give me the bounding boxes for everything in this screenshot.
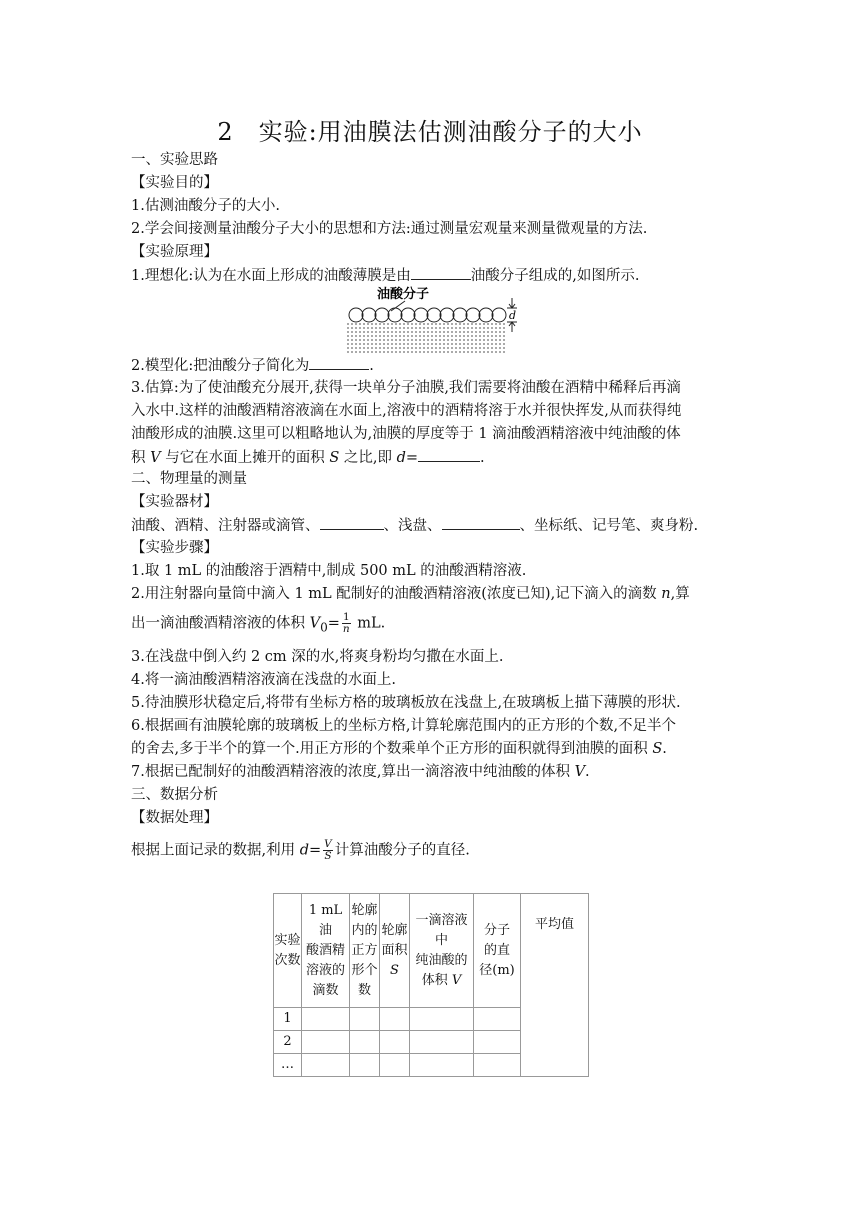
step-5: 5.待油膜形状稳定后,将带有坐标方格的玻璃板放在浅盘上,在玻璃板上描下薄膜的形状. xyxy=(131,695,681,711)
molecule-row xyxy=(349,308,506,322)
water-surface xyxy=(347,324,505,352)
answer-blank xyxy=(320,515,384,530)
fraction-1-over-n: $\frac{1}{n}$ xyxy=(342,611,350,635)
fraction-v-over-s: $\frac{V}{S}$ xyxy=(324,838,332,862)
section-1-heading: 一、实验思路 xyxy=(131,152,218,168)
header-square-count: 轮廓 内的 正方 形个 数 xyxy=(350,894,380,1008)
header-area: 轮廓 面积 S xyxy=(380,894,410,1008)
step-2-line-1: 2.用注射器向量筒中滴入 1 mL 配制好的油酸酒精溶液(浓度已知),记下滴入的滴数 n,算 xyxy=(131,586,690,602)
header-drop-count: 1 mL 油 酸酒精 溶液的 滴数 xyxy=(302,894,350,1008)
answer-blank xyxy=(411,265,471,280)
principle-2: 2.模型化:把油酸分子简化为 . xyxy=(131,355,374,376)
equipment-list: 油酸、酒精、注射器或滴管、 、浅盘、 、坐标纸、记号笔、爽身粉. xyxy=(131,515,698,536)
principle-1: 1.理想化:认为在水面上形成的油酸薄膜是由 油酸分子组成的,如图所示. xyxy=(131,265,639,286)
table-row: 1 xyxy=(274,1008,589,1031)
steps-heading: 【实验步骤】 xyxy=(131,540,218,556)
label-pointer xyxy=(391,301,405,311)
principle-3-line-3: 油酸形成的油膜.这里可以粗略地认为,油膜的厚度等于 1 滴油酸酒精溶液中纯油酸的体 xyxy=(131,426,681,442)
step-6-line-1: 6.根据画有油膜轮廓的玻璃板上的坐标方格,计算轮廓范围内的正方形的个数,不足半个 xyxy=(131,718,677,734)
principle-3-line-2: 入水中.这样的油酸酒精溶液滴在水面上,溶液中的酒精将溶于水并很快挥发,从而获得纯 xyxy=(131,403,682,419)
principle-3-line-1: 3.估算:为了使油酸充分展开,获得一块单分子油膜,我们需要将油酸在酒精中稀释后再滴 xyxy=(131,380,681,396)
principle-3-line-4: 积 V 与它在水面上摊开的面积 S 之比,即 d= . xyxy=(131,447,485,468)
table-row: 2 xyxy=(274,1031,589,1054)
page-title: 2 实验:用油膜法估测油酸分子的大小 xyxy=(217,118,643,146)
header-average: 平均值 xyxy=(521,894,589,1077)
data-table xyxy=(273,893,589,1077)
step-1: 1.取 1 mL 的油酸溶于酒精中,制成 500 mL 的油酸酒精溶液. xyxy=(131,563,527,579)
answer-blank xyxy=(309,355,369,370)
answer-blank xyxy=(442,515,520,530)
header-trial-number: 实验 次数 xyxy=(274,894,302,1008)
thickness-label: d xyxy=(509,309,517,322)
section-2-heading: 二、物理量的测量 xyxy=(131,471,247,487)
processing-text: 根据上面记录的数据,利用 d= $\frac{V}{S}$ 计算油酸分子的直径. xyxy=(131,838,470,862)
processing-heading: 【数据处理】 xyxy=(131,810,218,826)
purpose-heading: 【实验目的】 xyxy=(131,175,218,191)
purpose-item-2: 2.学会间接测量油酸分子大小的思想和方法:通过测量宏观量来测量微观量的方法. xyxy=(131,221,648,237)
step-3: 3.在浅盘中倒入约 2 cm 深的水,将爽身粉均匀撒在水面上. xyxy=(131,649,504,665)
table-header-row xyxy=(274,894,589,1008)
header-diameter: 分子 的直 径(m) xyxy=(474,894,521,1008)
step-6-line-2: 的舍去,多于半个的算一个.用正方形的个数乘单个正方形的面积就得到油膜的面积 S. xyxy=(131,741,667,757)
step-4: 4.将一滴油酸酒精溶液滴在浅盘的水面上. xyxy=(131,672,396,688)
header-volume: 一滴溶液 中 纯油酸的 体积 V xyxy=(410,894,474,1008)
purpose-item-1: 1.估测油酸分子的大小. xyxy=(131,198,280,214)
answer-blank xyxy=(418,447,480,462)
principle-heading: 【实验原理】 xyxy=(131,244,218,260)
step-2-line-2: 出一滴油酸酒精溶液的体积 $V_0=$ $\frac{1}{n}$ mL. xyxy=(131,611,386,635)
monolayer-figure xyxy=(345,283,520,355)
section-3-heading: 三、数据分析 xyxy=(131,787,218,803)
table-row: … xyxy=(274,1054,589,1077)
step-7: 7.根据已配制好的油酸酒精溶液的浓度,算出一滴溶液中纯油酸的体积 V. xyxy=(131,764,590,780)
equipment-heading: 【实验器材】 xyxy=(131,494,218,510)
figure-label: 油酸分子 xyxy=(377,286,430,301)
